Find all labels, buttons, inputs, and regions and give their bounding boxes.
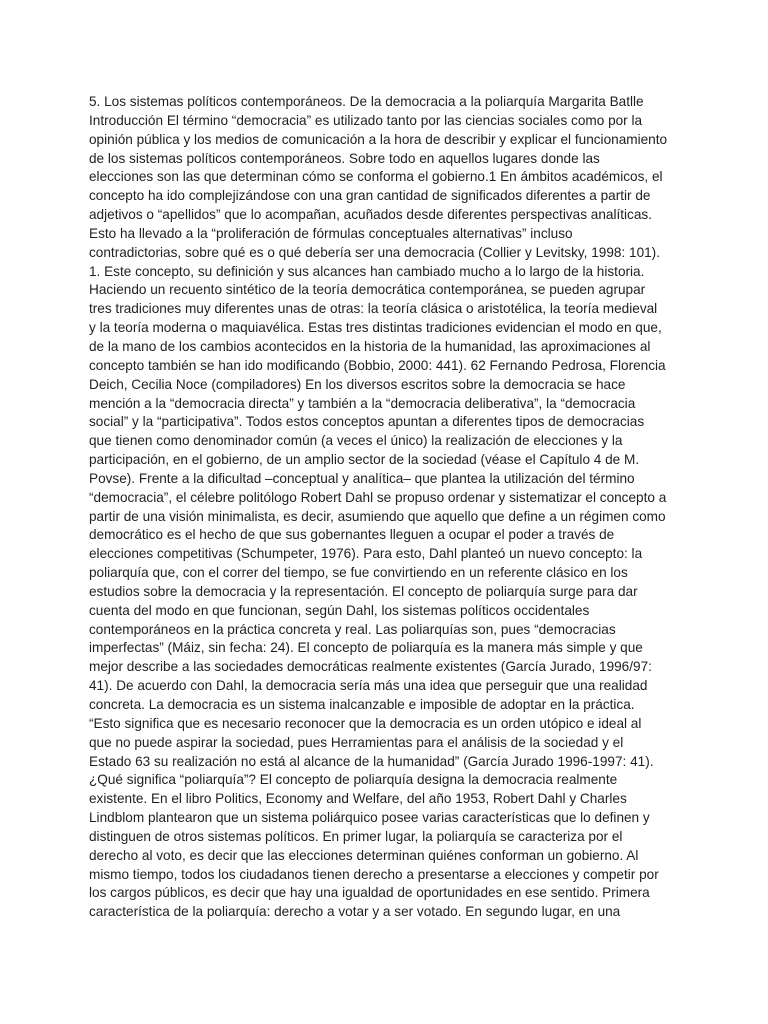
text-line: que tienen como denominador común (a veces el único) la realización de elecciones y la: [89, 433, 623, 449]
text-line: Lindblom plantearon que un sistema poliárquico posee varias características que lo definen y: [89, 810, 650, 826]
text-line: imperfectas” (Máiz, sin fecha: 24). El concepto de poliarquía es la manera más simple y que: [89, 640, 643, 656]
text-line: derecho al voto, es decir que las elecciones determinan quiénes conforman un gobierno. Al: [89, 847, 639, 863]
text-line: social” y la “participativa”. Todos estos conceptos apuntan a diferentes tipos de democracias: [89, 414, 645, 430]
text-line: que no puede aspirar la sociedad, pues Herramientas para el análisis de la sociedad y el: [89, 734, 624, 750]
text-line: distinguen de otros sistemas políticos. En primer lugar, la poliarquía se caracteriza por el: [89, 828, 623, 844]
text-line: partir de una visión minimalista, es decir, asumiendo que aquello que define a un régimen como: [89, 508, 666, 524]
text-line: opinión pública y los medios de comunicación a la hora de describir y explicar el funcionamiento: [89, 131, 668, 147]
text-line: existente. En el libro Politics, Economy and Welfare, del año 1953, Robert Dahl y Charles: [89, 791, 627, 807]
text-line: Introducción El término “democracia” es utilizado tanto por las ciencias sociales como por la: [89, 112, 643, 128]
text-line: contemporáneos en la práctica concreta y real. Las poliarquías son, pues “democracias: [89, 621, 616, 637]
text-line: concepto también se han ido modificando (Bobbio, 2000: 441). 62 Fernando Pedrosa, Florencia: [89, 357, 666, 373]
text-line: “democracia”, el célebre politólogo Robert Dahl se propuso ordenar y sistematizar el concepto a: [89, 489, 667, 505]
text-line: participación, en el gobierno, de un amplio sector de la sociedad (véase el Capítulo 4 de M.: [89, 452, 640, 468]
text-line: 5. Los sistemas políticos contemporáneos. De la democracia a la poliarquía Margarita Batlle: [89, 94, 644, 109]
text-line: “Esto significa que es necesario reconocer que la democracia es un orden utópico e ideal al: [89, 715, 642, 731]
text-line: característica de la poliarquía: derecho a votar y a ser votado. En segundo lugar, en una: [89, 904, 621, 920]
text-line: 1. Este concepto, su definición y sus alcances han cambiado mucho a lo largo de la historia.: [89, 263, 645, 279]
text-line: los cargos públicos, es decir que hay una igualdad de oportunidades en ese sentido. Primera: [89, 885, 650, 901]
text-line: Povse). Frente a la dificultad –conceptual y analítica– que plantea la utilización del término: [89, 470, 635, 486]
text-line: tres tradiciones muy diferentes unas de otras: la teoría clásica o aristotélica, la teoría medieval: [89, 301, 658, 317]
text-line: Esto ha llevado a la “proliferación de fórmulas conceptuales alternativas” incluso: [89, 225, 573, 241]
text-line: estudios sobre la democracia y la representación. El concepto de poliarquía surge para dar: [89, 583, 638, 599]
text-line: concreta. La democracia es un sistema inalcanzable e imposible de adoptar en la práctica.: [89, 697, 635, 712]
text-line: mismo tiempo, todos los ciudadanos tienen derecho a presentarse a elecciones y competir por: [89, 866, 659, 882]
document-body: [89, 93, 709, 922]
text-line: Deich, Cecilia Noce (compiladores) En los diversos escritos sobre la democracia se hace: [89, 376, 626, 392]
text-line: contradictorias, sobre qué es o qué debería ser una democracia (Collier y Levitsky, 1998: 101).: [89, 244, 660, 260]
text-line: adjetivos o “apellidos” que lo acompañan, acuñados desde diferentes perspectivas analíticas.: [89, 207, 652, 223]
text-line: de la mano de los cambios acontecidos en la historia de la humanidad, las aproximaciones al: [89, 338, 651, 354]
text-line: elecciones son las que determinan cómo se conforma el gobierno.1 En ámbitos académicos, el: [89, 169, 663, 185]
text-line: y la teoría moderna o maquiavélica. Estas tres distintas tradiciones evidencian el modo en que,: [89, 320, 662, 336]
text-line: 41). De acuerdo con Dahl, la democracia sería más una idea que perseguir que una realidad: [89, 678, 648, 694]
text-line: concepto ha ido complejizándose con una gran cantidad de significados diferentes a partir de: [89, 188, 651, 204]
text-line: ¿Qué significa “poliarquía”? El concepto de poliarquía designa la democracia realmente: [89, 772, 618, 788]
text-line: cuenta del modo en que funcionan, según Dahl, los sistemas políticos occidentales: [89, 602, 590, 618]
text-line: elecciones competitivas (Schumpeter, 1976). Para esto, Dahl planteó un nuevo concepto: la: [89, 546, 643, 562]
text-line: mención a la “democracia directa” y también a la “democracia deliberativa”, la “democracia: [89, 395, 636, 411]
text-line: mejor describe a las sociedades democráticas realmente existentes (García Jurado, 1996/97:: [89, 659, 652, 675]
text-line: Haciendo un recuento sintético de la teoría democrática contemporánea, se pueden agrupar: [89, 282, 646, 298]
text-line: Estado 63 su realización no está al alcance de la humanidad” (García Jurado 1996-1997: 41).: [89, 753, 654, 769]
text-line: democrático es el hecho de que sus gobernantes lleguen a ocupar el poder a través de: [89, 527, 615, 543]
text-line: de los sistemas políticos contemporáneos. Sobre todo en aquellos lugares donde las: [89, 150, 600, 166]
text-line: poliarquía que, con el correr del tiempo, se fue convirtiendo en un referente clásico en los: [89, 565, 628, 581]
